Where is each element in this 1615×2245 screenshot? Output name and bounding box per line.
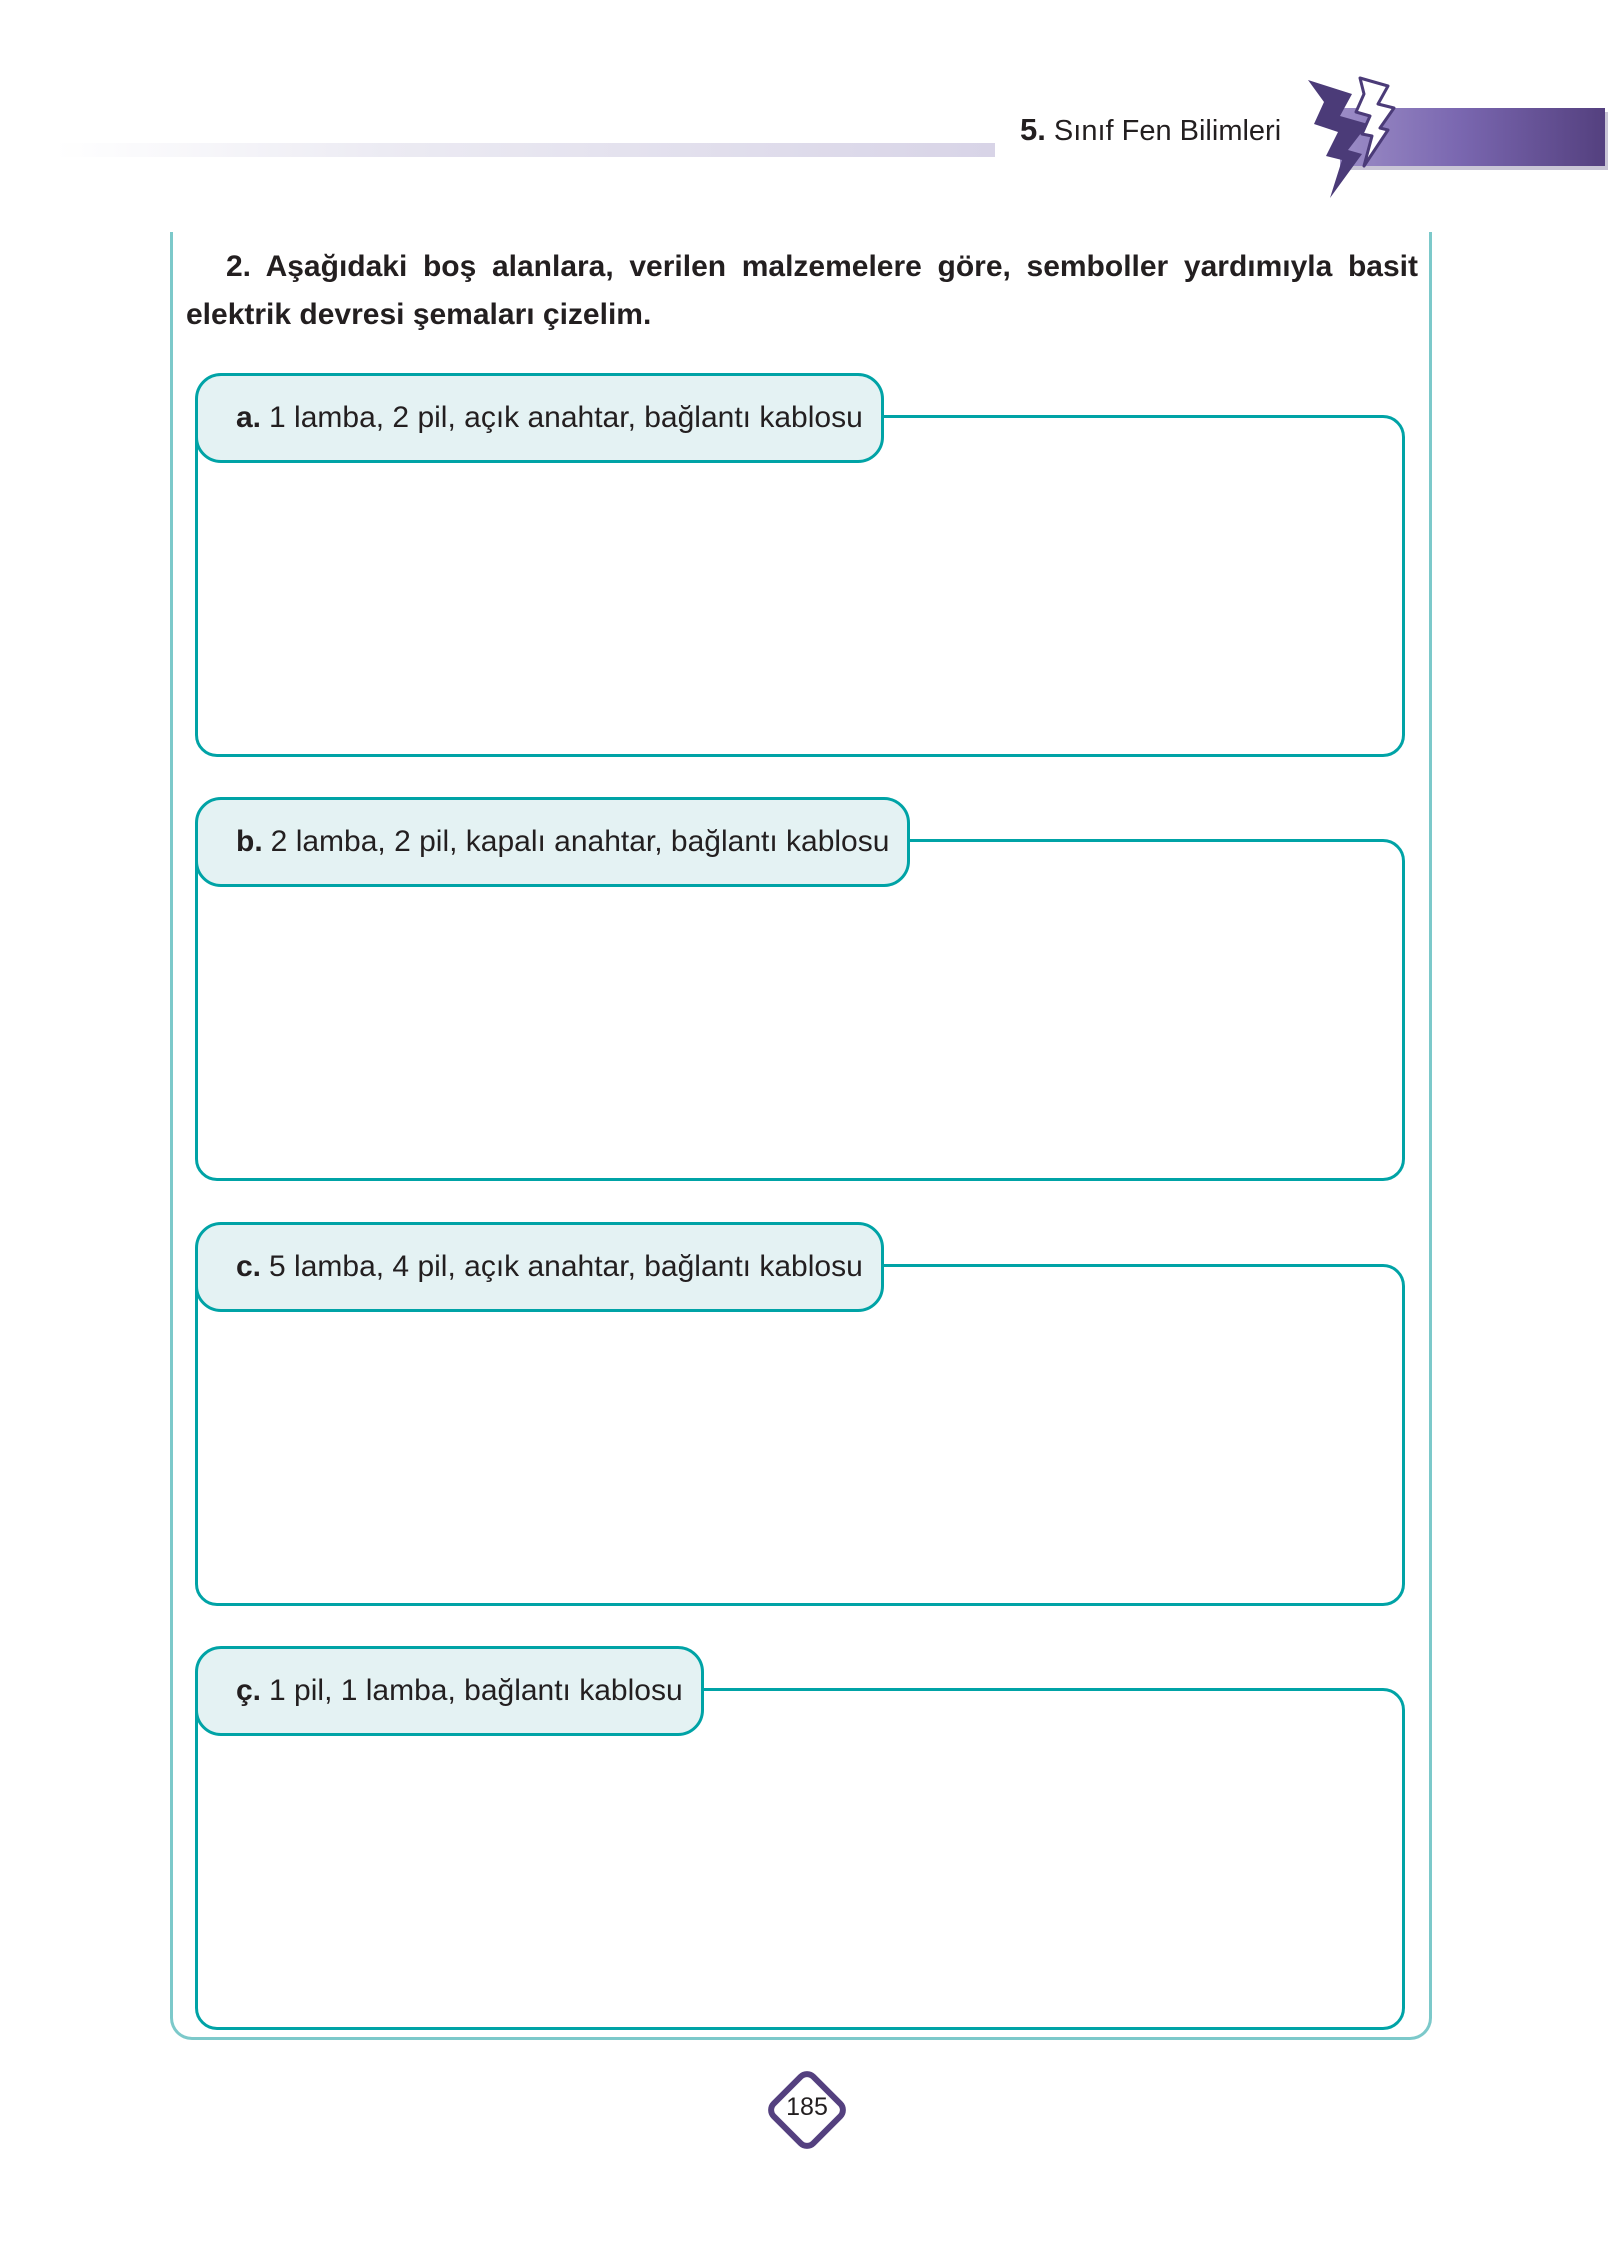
task-materials: 1 lamba, 2 pil, açık anahtar, bağlantı kablosu [269,401,863,434]
task-label-cedilla [195,1646,704,1736]
drawing-area-a[interactable] [195,415,1405,757]
question-text [186,243,1418,339]
drawing-area-cedilla[interactable] [195,1688,1405,2030]
task-letter: ç. [236,1674,262,1707]
task-label-a [195,373,884,463]
drawing-area-c[interactable] [195,1264,1405,1606]
task-label-c [195,1222,884,1312]
task-letter: a. [236,401,262,434]
question-number: 2. [226,250,252,283]
task-materials: 2 lamba, 2 pil, kapalı anahtar, bağlantı kablosu [270,825,890,858]
drawing-area-b[interactable] [195,839,1405,1181]
task-materials: 1 pil, 1 lamba, bağlantı kablosu [269,1674,683,1707]
task-materials: 5 lamba, 4 pil, açık anahtar, bağlantı kablosu [269,1250,863,1283]
task-letter: b. [236,825,263,858]
header-grade: 5. [1020,112,1046,147]
task-label-b [195,797,910,887]
header-rule [55,143,995,157]
header-title [1020,112,1281,148]
page-number: 185 [786,2093,828,2121]
lightning-bolt-icon [1290,72,1410,202]
question-prompt: Aşağıdaki boş alanlara, verilen malzemelere göre, semboller yardımıyla basit elektrik devresi şemaları çizelim. [186,250,1418,331]
header-subject: Sınıf Fen Bilimleri [1053,115,1282,147]
task-letter: c. [236,1250,262,1283]
